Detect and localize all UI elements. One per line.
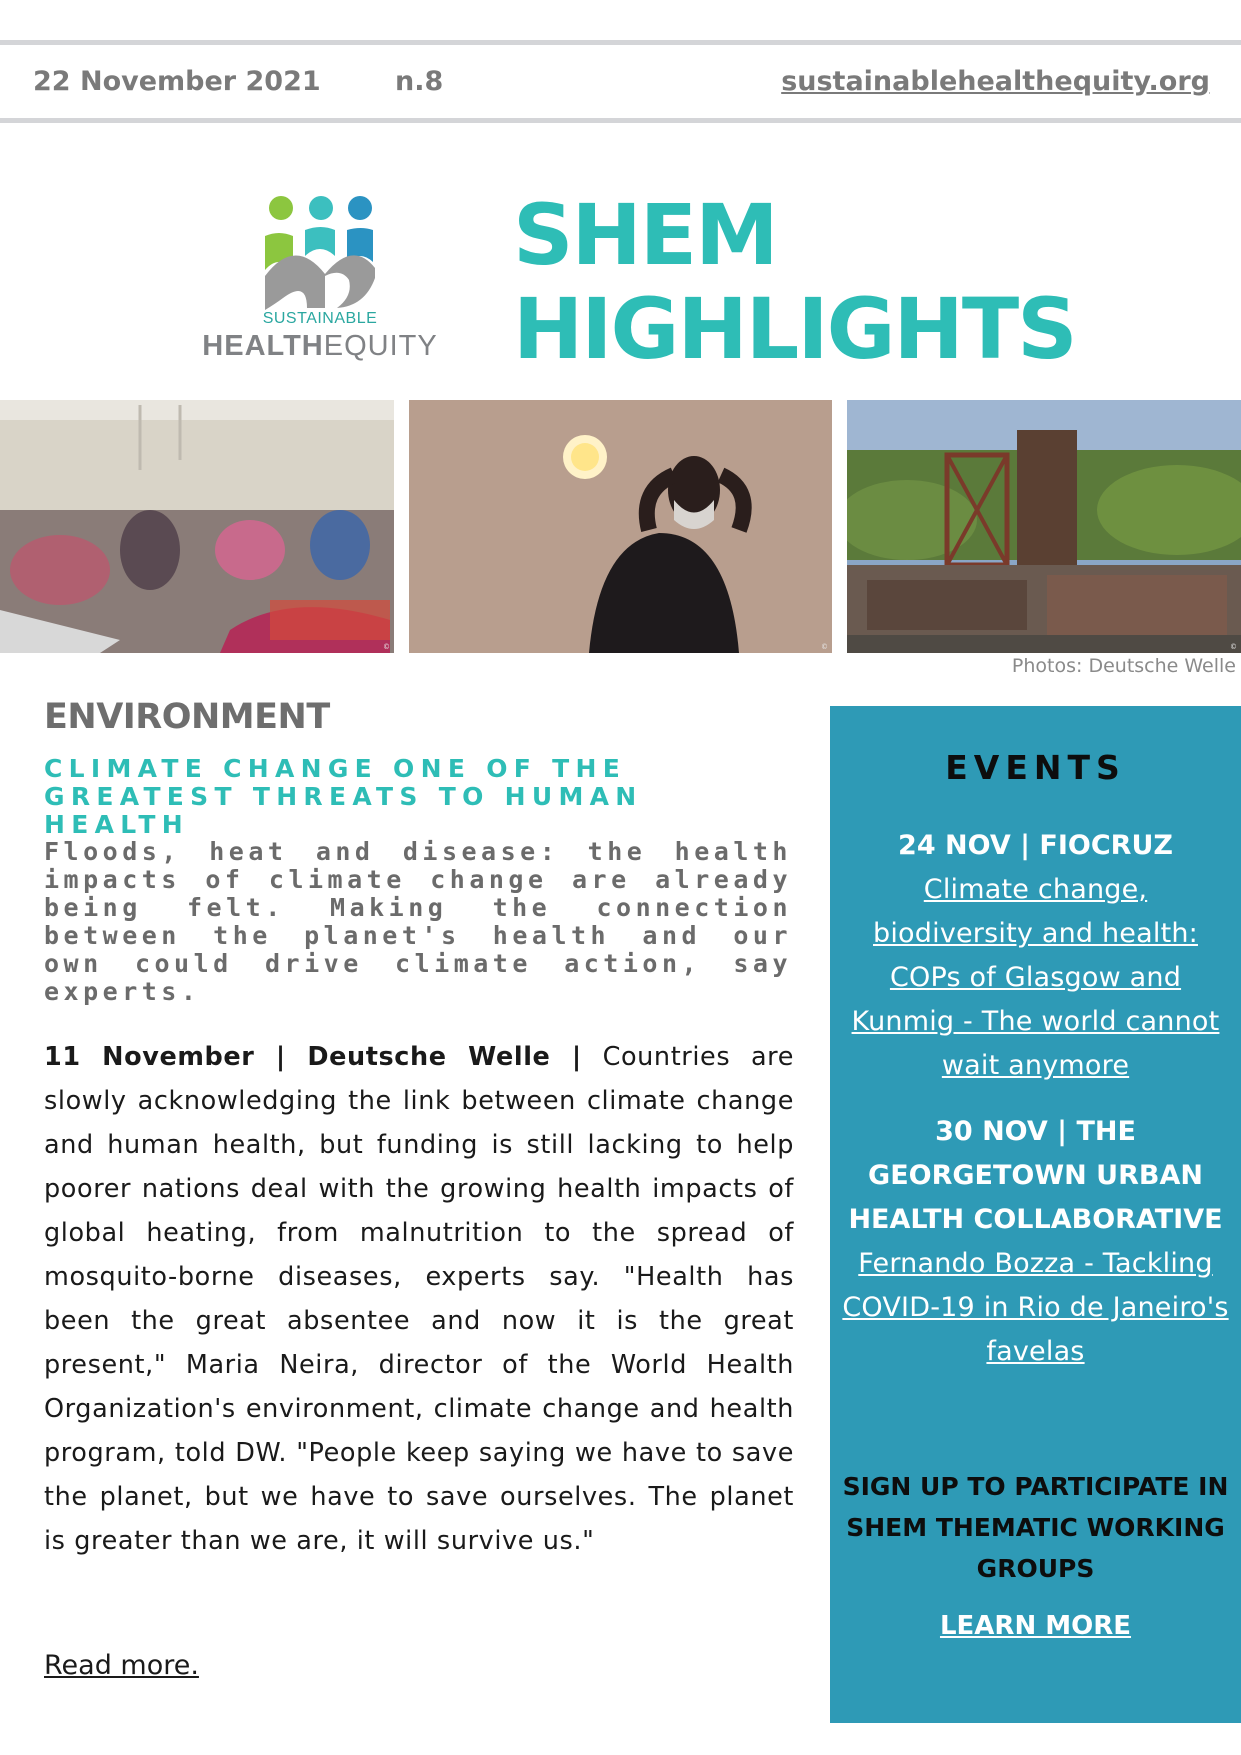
website-link[interactable]: sustainablehealthequity.org [781,66,1210,97]
logo-figures-icon [175,190,465,310]
events-panel [830,706,1241,1723]
logo-subtitle: SUSTAINABLE [262,310,378,327]
event-2-heading: 30 NOV | THE GEORGETOWN URBAN HEALTH COLLABORATIVE [848,1116,1223,1235]
article-body [44,1035,794,1563]
logo-name-bold: HEALTH [202,330,324,362]
newsletter-title-line2: HIGHLIGHTS [513,280,1076,378]
header-bottom-rule [0,118,1241,123]
photo-credit-1: © [383,643,390,651]
working-groups-signup: SIGN UP TO PARTICIPATE IN SHEM THEMATIC WORKING GROUPS [842,1472,1229,1583]
newsletter-title-line1: SHEM [513,186,777,284]
header-top-rule [0,40,1241,45]
read-more-link[interactable]: Read more. [44,1650,199,1681]
logo-name [175,330,465,363]
photo-industrial-site [847,400,1241,653]
photo-hospital [0,400,394,653]
logo-name-light: EQUITY [323,330,438,362]
learn-more-link[interactable]: LEARN MORE [939,1611,1132,1641]
article-body-text: Countries are slowly acknowledging the link between climate change and human health, but funding is still lacking to help poorer nations deal with the growing health impacts of global heating, from malnutrition to the spread of mosquito-borne diseases, experts say. "Health has been the great absentee and now it is the great present," Maria Neira, director of the World Health Organization's environment, climate change and health program, told DW. "People keep saying we have to save the planet, but we have to save ourselves. The planet is greater than we are, it will survive us." [44,1042,794,1556]
photo-masked-man [409,400,832,653]
section-label: ENVIRONMENT [44,697,330,737]
event-1-heading: 24 NOV | FIOCRUZ [898,830,1173,861]
photo-credit-2: © [821,643,828,651]
issue-date: 22 November 2021 [33,66,321,97]
issue-number: n.8 [395,66,444,97]
article-headline: CLIMATE CHANGE ONE OF THE GREATEST THREATS TO HUMAN HEALTH [44,754,643,839]
article-lead: Floods, heat and disease: the health impacts of climate change are already being felt. Making the connection between the planet's health and our own could drive climate action, say experts. [44,837,792,1006]
event-1-link[interactable]: Climate change, biodiversity and health: COPs of Glasgow and Kunmig - The world cannot wait anymore [851,874,1220,1081]
events-title: EVENTS [945,748,1126,787]
sustainable-health-equity-logo [175,190,465,370]
photos-caption: Photos: Deutsche Welle [1011,655,1236,677]
photo-credit-3: © [1230,643,1237,651]
article-dateline: 11 November | Deutsche Welle | [44,1042,582,1072]
event-2-link[interactable]: Fernando Bozza - Tackling COVID-19 in Rio de Janeiro's favelas [842,1248,1229,1367]
